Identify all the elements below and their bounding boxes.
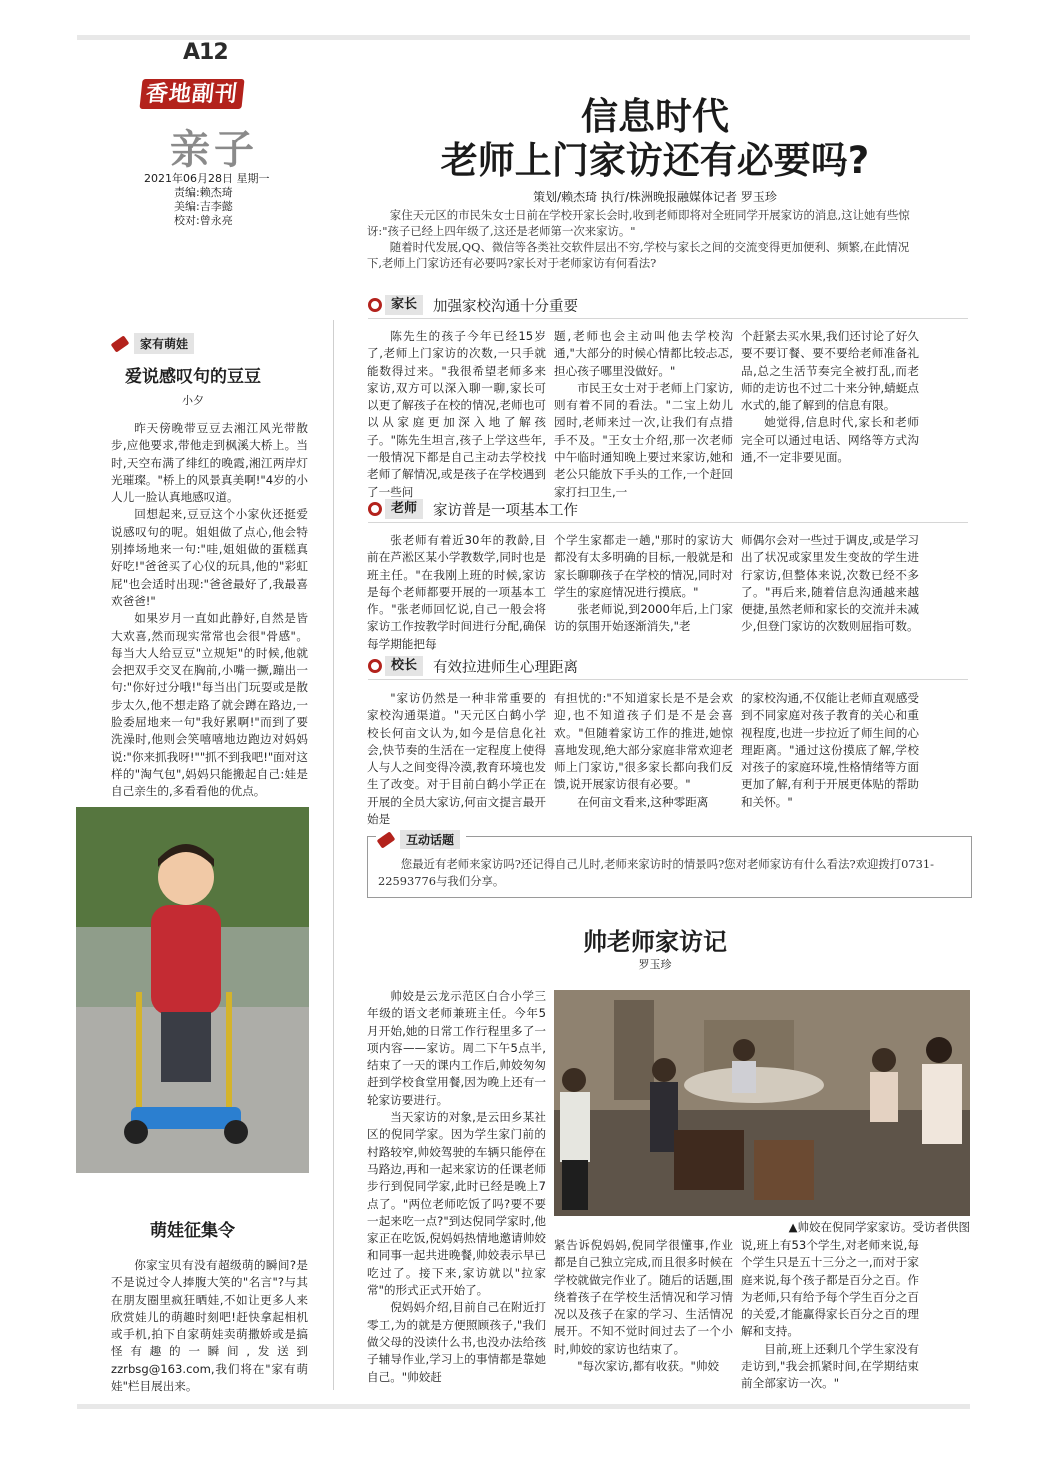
body-paragraph: 目前,班上还剩几个学生家没有走访到,"我会抓紧时间,在学期结束前全部家访一次。" xyxy=(741,1341,919,1391)
subhead-parents xyxy=(368,294,578,316)
left-article-body xyxy=(111,420,308,801)
body-paragraph: 市民王女士对于老师上门家访,则有着不同的看法。"二宝上幼儿园时,老师来过一次,让我们有点措手不及。"王女士介绍,那一次老师中午临时通知晚上要过来家访,她和老公只能放下手头的工作,一个赶回家打扫卫生,一 xyxy=(554,380,733,499)
body-paragraph: "家访仍然是一种非常重要的家校沟通渠道。"天元区白鹤小学校长何亩文认为,如今是信息化社会,快节奏的生活在一定程度上使得人与人之间变得冷漠,教育环境也发生了改变。对于目前白鹤小学正在开展的全员大家访,何亩文提言最开始是 xyxy=(367,691,546,827)
headline-line2: 老师上门家访还有必要吗? xyxy=(440,139,870,182)
body-paragraph: "每次家访,都有收获。"帅姣 xyxy=(577,1359,720,1374)
child-photo xyxy=(76,807,309,1173)
body-paragraph: 张老师有着近30年的教龄,目前在芦淞区某小学教数学,同时也是班主任。"在我刚上班的时候,家访是每个老师都要开展的一项基本工作。"张老师回忆说,自己一般会将家访工作按教学时间进行分配,确保每学期能把每 xyxy=(367,533,546,651)
proofreader-credit: 校对:曾永亮 xyxy=(174,214,233,227)
left-column-tag-label: 家有萌娃 xyxy=(134,333,194,354)
section3-col1 xyxy=(367,690,546,828)
subhead-tag: 家长 xyxy=(385,295,423,315)
child-illustration xyxy=(76,807,309,1173)
circle-icon xyxy=(368,502,382,516)
story-title: 帅老师家访记 xyxy=(583,928,727,956)
body-paragraph: 在何亩文看来,这种零距离 xyxy=(577,794,709,809)
section3-col3 xyxy=(741,690,919,811)
interactive-tag-label: 互动话题 xyxy=(400,830,460,849)
story-author: 罗玉珍 xyxy=(638,958,672,971)
interactive-text: 您最近有老师来家访吗?还记得自己儿时,老师来家访时的情景吗?您对老师家访有什么看法?欢迎拨打0731-22593776与我们分享。 xyxy=(378,857,934,888)
body-paragraph: 紧告诉倪妈妈,倪同学很懂事,作业都是自己独立完成,而且很多时候在学校就做完作业了。随后的话题,围绕着孩子在学校生活情况和学习情况以及孩子在家的学习、生活情况展开。不知不觉时间过去了一个小时,帅姣的家访也结束了。 xyxy=(554,1238,733,1356)
body-paragraph: 帅姣是云龙示范区白合小学三年级的语文老师兼班主任。今年5月开始,她的日常工作行程里多了一项内容——家访。周二下午5点半,结束了一天的课内工作后,帅姣匆匆赶到学校食堂用餐,因为晚上还有一轮家访要进行。 xyxy=(367,989,546,1107)
call-for-kids-title: 萌娃征集令 xyxy=(150,1221,235,1241)
subhead-tag: 校长 xyxy=(385,656,423,676)
subhead-title: 加强家校沟通十分重要 xyxy=(433,298,579,315)
section-title: 亲子 xyxy=(170,126,258,173)
body-paragraph: 当天家访的对象,是云田乡某社区的倪同学家。因为学生家门前的村路较窄,帅姣驾驶的车辆只能停在马路边,再和一起来家访的任课老师步行到倪同学家,此时已经是晚上7点了。"两位老师吃饭了吗?要不要一起来吃一点?"到达倪同学家时,他家正在吃饭,倪妈妈热情地邀请帅姣和同事一起共进晚餐,帅姣表示早已吃过了。接下来,家访就以"拉家常"的形式正式开始了。 xyxy=(367,1110,546,1298)
body-paragraph: 昨天傍晚带豆豆去湘江风光带散步,应他要求,带他走到枫溪大桥上。当时,天空布满了绯红的晚霞,湘江两岸灯光璀璨。"桥上的风景真美啊!"4岁的小人儿一脸认真地感叹道。 xyxy=(111,421,308,505)
subhead-principal xyxy=(368,655,578,677)
body-paragraph: 个赶紧去买水果,我们还讨论了好久要不要订餐、要不要给老师准备礼品,总之生活节奏完全被打乱,而老师的走访也不过二十来分钟,蜻蜓点水式的,能了解到的信息有限。 xyxy=(741,329,919,413)
editor-credit: 责编:赖杰琦 xyxy=(174,186,233,199)
home-visit-illustration xyxy=(554,990,970,1216)
circle-icon xyxy=(368,659,382,673)
section1-col3 xyxy=(741,328,919,466)
circle-icon xyxy=(368,298,382,312)
body-paragraph: 个学生家都走一趟,"那时的家访大都没有太多明确的目标,一般就是和家长聊聊孩子在学校的情况,同时对学生的家庭情况进行摸底。" xyxy=(554,533,733,599)
section1-col2 xyxy=(554,328,733,501)
body-paragraph: 题,老师也会主动叫他去学校沟通,"大部分的时候心情都比较忐忑,担心孩子哪里没做好。" xyxy=(554,329,733,378)
left-article-author: 小夕 xyxy=(182,394,204,407)
story-col3 xyxy=(741,1237,919,1393)
body-paragraph: 倪妈妈介绍,目前自己在附近打零工,为的就是方便照顾孩子,"我们做父母的没读什么书,也没办法给孩子辅导作业,学习上的事情都是靠她自己。"帅姣赶 xyxy=(367,1300,546,1384)
left-article-title: 爱说感叹句的豆豆 xyxy=(125,367,261,387)
bottom-rule xyxy=(77,1404,970,1409)
body-paragraph: 的家校沟通,不仅能让老师直观感受到不同家庭对孩子教育的关心和重视程度,也进一步拉近了师生间的心理距离。"通过这份摸底了解,学校对孩子的家庭环境,性格情绪等方面更加了解,有利于开展更体贴的帮助和关怀。" xyxy=(741,691,919,809)
section2-col3 xyxy=(741,532,919,636)
divider xyxy=(368,522,968,523)
pencil-icon xyxy=(377,831,396,848)
masthead-meta xyxy=(144,172,270,228)
photo-caption: ▲帅姣在倪同学家家访。受访者供图 xyxy=(788,1220,970,1234)
brand-logo: 香地副刊 xyxy=(139,79,244,109)
section3-col2 xyxy=(554,690,733,811)
body-paragraph: 师偶尔会对一些过于调皮,或是学习出了状况或家里发生变故的学生进行家访,但整体来说,次数已经不多了。"再后来,随着信息沟通越来越便捷,虽然老师和家长的交流并未减少,但登门家访的次数则屈指可数。 xyxy=(741,533,919,634)
headline-line1: 信息时代 xyxy=(581,95,729,138)
subhead-title: 家访普是一项基本工作 xyxy=(433,502,579,519)
feature-lead xyxy=(367,207,915,271)
interactive-tag xyxy=(376,830,466,849)
lead-paragraph: 家住天元区的市民朱女士日前在学校开家长会时,收到老师即将对全班同学开展家访的消息,这让她有些惊讶:"孩子已经上四年级了,这还是老师第一次来家访。" xyxy=(367,208,910,238)
section1-col1 xyxy=(367,328,546,501)
section2-col1 xyxy=(367,532,546,653)
story-col2 xyxy=(554,1237,733,1375)
body-paragraph: 张老师说,到2000年后,上门家访的氛围开始逐渐消失,"老 xyxy=(554,602,733,634)
subhead-title: 有效拉进师生心理距离 xyxy=(433,659,579,676)
divider xyxy=(368,318,968,319)
section2-col2 xyxy=(554,532,733,636)
subhead-teacher xyxy=(368,498,578,520)
divider xyxy=(368,679,968,680)
column-divider xyxy=(333,320,334,1390)
left-column-tag xyxy=(112,333,194,354)
lead-paragraph: 随着时代发展,QQ、微信等各类社交软件层出不穷,学校与家长之间的交流变得更加便利、频繁,在此情况下,老师上门家访还有必要吗?家长对于老师家访有何看法? xyxy=(367,240,910,270)
body-paragraph: 说,班上有53个学生,对老师来说,每个学生只是五十三分之一,而对于家庭来说,每个孩子都是百分之百。作为老师,只有给予每个学生百分之百的关爱,才能赢得家长百分之百的理解和支持。 xyxy=(741,1238,919,1339)
body-paragraph: 她觉得,信息时代,家长和老师完全可以通过电话、网络等方式沟通,不一定非要见面。 xyxy=(741,415,919,465)
body-paragraph: 陈先生的孩子今年已经15岁了,老师上门家访的次数,一只手就能数得过来。"我很希望老师多来家访,双方可以深入聊一聊,家长可以更了解孩子在校的情况,老师也可以从家庭更加深入地了解孩子。"陈先生坦言,孩子上学这些年,一般情况下都是自己主动去学校找老师了解情况,或是孩子在学校遇到了一些问 xyxy=(367,329,546,499)
page-number: A12 xyxy=(183,40,228,65)
home-visit-photo xyxy=(554,990,970,1216)
body-paragraph: 回想起来,豆豆这个小家伙还挺爱说感叹句的呢。姐姐做了点心,他会特别捧场地来一句:"哇,姐姐做的蛋糕真好吃!"爸爸买了心仪的玩具,他的"彩虹屁"也会适时出现:"爸爸最好了,我最喜欢爸爸!" xyxy=(111,507,308,608)
body-paragraph: 有担忧的:"不知道家长是不是会欢迎,也不知道孩子们是不是会喜欢。"但随着家访工作的推进,她惊喜地发现,绝大部分家庭非常欢迎老师上门家访,"很多家长都向我们反馈,说开展家访很有必要。" xyxy=(554,691,733,792)
body-paragraph: 你家宝贝有没有超级萌的瞬间?是不是说过令人捧腹大笑的"名言"?与其在朋友圈里疯狂晒娃,不如让更多人来欣赏娃儿的萌趣时刻吧!赶快拿起相机或手机,拍下自家萌娃卖萌撒娇或是搞怪有趣的一瞬间,发送到zzrbsg@163.com,我们将在"家有萌娃"栏目展出来。 xyxy=(111,1258,308,1394)
issue-date: 2021年06月28日 星期一 xyxy=(144,172,270,185)
designer-credit: 美编:吉李懿 xyxy=(174,200,233,213)
feature-byline: 策划/赖杰琦 执行/株洲晚报融媒体记者 罗玉珍 xyxy=(533,190,777,204)
call-for-kids-body xyxy=(111,1257,308,1395)
pencil-icon xyxy=(111,335,130,352)
body-paragraph: 如果岁月一直如此静好,自然是皆大欢喜,然而现实常常也会很"骨感"。每当大人给豆豆"立规矩"的时候,他就会把双手交叉在胸前,小嘴一撅,蹦出一句:"你好过分哦!"每当出门玩耍或是散步太久,他不想走路了就会蹲在路边,一脸委屈地来一句"我好累啊!"而到了要洗澡时,他则会笑嘻嘻地边跑边对妈妈说:"你来抓我呀!""抓不到我吧!"面对这样的"淘气包",妈妈只能搬起自己:娃是自己亲生的,多看看他的优点。 xyxy=(111,611,308,799)
story-col1 xyxy=(367,988,546,1386)
subhead-tag: 老师 xyxy=(385,499,423,519)
